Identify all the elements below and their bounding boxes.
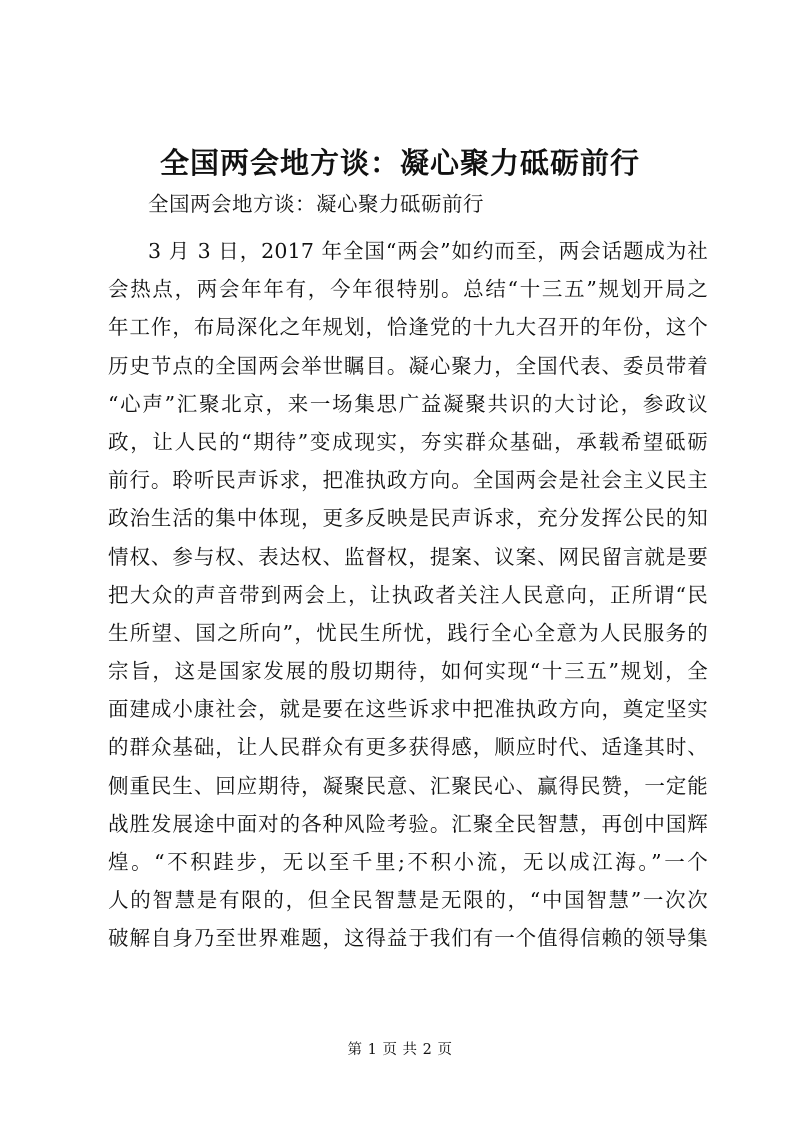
body-line: 破解自身乃至世界难题，这得益于我们有一个值得信赖的领导集 — [108, 926, 708, 951]
body-line: 会热点，两会年年有，今年很特别。总结“十三五”规划开局之 — [108, 277, 708, 302]
body-line: 侧重民生、回应期待，凝聚民意、汇聚民心、赢得民赞，一定能 — [108, 773, 708, 798]
document-subtitle: 全国两会地方谈：凝心聚力砥砺前行 — [148, 192, 484, 216]
body-line: “心声”汇聚北京，来一场集思广益凝聚共识的大讨论，参政议 — [108, 391, 708, 416]
body-line: 历史节点的全国两会举世瞩目。凝心聚力，全国代表、委员带着 — [108, 353, 708, 378]
body-line: 战胜发展途中面对的各种风险考验。汇聚全民智慧，再创中国辉 — [108, 811, 708, 836]
body-line: 把大众的声音带到两会上，让执政者关注人民意向，正所谓“民 — [108, 582, 708, 607]
page-footer: 第 1 页 共 2 页 — [347, 1042, 453, 1058]
body-line: 年工作，布局深化之年规划，恰逢党的十九大召开的年份，这个 — [108, 315, 708, 340]
body-line: 政治生活的集中体现，更多反映是民声诉求，充分发挥公民的知 — [108, 506, 708, 531]
body-line: 宗旨，这是国家发展的殷切期待，如何实现“十三五”规划，全 — [108, 659, 708, 684]
body-line: 生所望、国之所向”，忧民生所忧，践行全心全意为人民服务的 — [108, 620, 708, 645]
body-line: 面建成小康社会，就是要在这些诉求中把准执政方向，奠定坚实 — [108, 697, 708, 722]
body-line: 人的智慧是有限的，但全民智慧是无限的，“中国智慧”一次次 — [108, 888, 708, 913]
body-line: 前行。聆听民声诉求，把准执政方向。全国两会是社会主义民主 — [108, 468, 708, 493]
document-title: 全国两会地方谈：凝心聚力砥砺前行 — [159, 146, 640, 180]
body-line: 政，让人民的“期待”变成现实，夯实群众基础，承载希望砥砺 — [108, 429, 708, 454]
body-line: 的群众基础，让人民群众有更多获得感，顺应时代、适逢其时、 — [108, 735, 708, 760]
body-line: 3 月 3 日，2017 年全国“两会”如约而至，两会话题成为社 — [148, 239, 708, 263]
document-body — [108, 232, 708, 958]
body-line: 煌。“不积跬步，无以至千里;不积小流，无以成江海。”一个 — [108, 850, 708, 874]
body-line: 情权、参与权、表达权、监督权，提案、议案、网民留言就是要 — [108, 544, 708, 569]
